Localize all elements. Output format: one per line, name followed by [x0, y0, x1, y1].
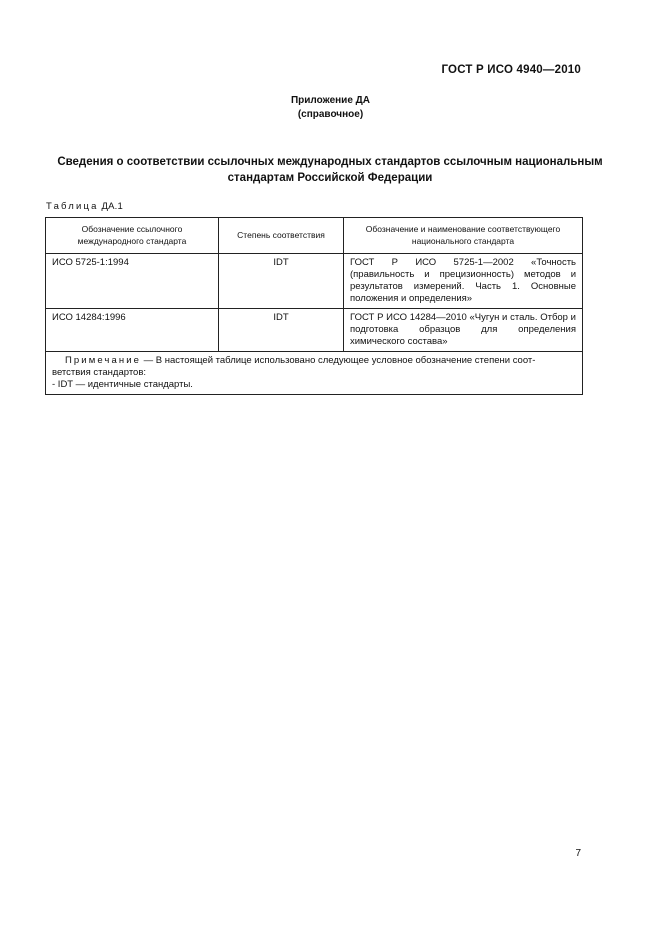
- page-header-standard-code: ГОСТ Р ИСО 4940—2010: [441, 64, 581, 76]
- table-header-row: [46, 218, 583, 254]
- cell-intl-standard: ИСО 14284:1996: [46, 309, 219, 352]
- header-national-standard: Обозначение и наименование соответствующего национального стандарта: [344, 218, 583, 254]
- section-heading: [40, 154, 620, 186]
- cell-degree: IDT: [219, 254, 344, 309]
- note-text-line2: ветствия стандартов:: [52, 367, 147, 378]
- appendix-title-label: Приложение ДА: [290, 95, 371, 106]
- note-label: Примечание: [65, 355, 141, 366]
- header-intl-standard: Обозначение ссылочного международного стандарта: [46, 218, 219, 254]
- page-number: 7: [575, 848, 581, 859]
- cell-degree: IDT: [219, 309, 344, 352]
- table-caption: [46, 201, 123, 212]
- table-caption-number: ДА.1: [101, 201, 123, 212]
- reference-standards-table: [45, 217, 583, 395]
- table-row: [46, 309, 583, 352]
- table-note-row: [46, 352, 583, 395]
- appendix-title: [0, 94, 661, 122]
- table-note: [46, 352, 583, 395]
- section-heading-line2: стандартам Российской Федерации: [227, 172, 433, 184]
- header-degree: Степень соответствия: [219, 218, 344, 254]
- cell-intl-standard: ИСО 5725-1:1994: [46, 254, 219, 309]
- section-heading-line1: Сведения о соответствии ссылочных международных стандартов ссылочным национальным: [57, 156, 603, 168]
- note-first-line: [52, 355, 576, 367]
- cell-national-standard: ГОСТ Р ИСО 5725-1—2002 «Точность (правильность и прецизионность) методов и результатов измерений. Часть 1. Основные положения и определения»: [344, 254, 583, 309]
- table-caption-word: Таблица: [46, 201, 99, 212]
- table-row: [46, 254, 583, 309]
- note-text-line1: — В настоящей таблице использовано следующее условное обозначение степени соот-: [143, 355, 536, 366]
- cell-national-standard: ГОСТ Р ИСО 14284—2010 «Чугун и сталь. Отбор и подготовка образцов для определения химического состава»: [344, 309, 583, 352]
- note-item: - IDT — идентичные стандарты.: [52, 379, 193, 390]
- appendix-subtitle: (справочное): [297, 109, 364, 120]
